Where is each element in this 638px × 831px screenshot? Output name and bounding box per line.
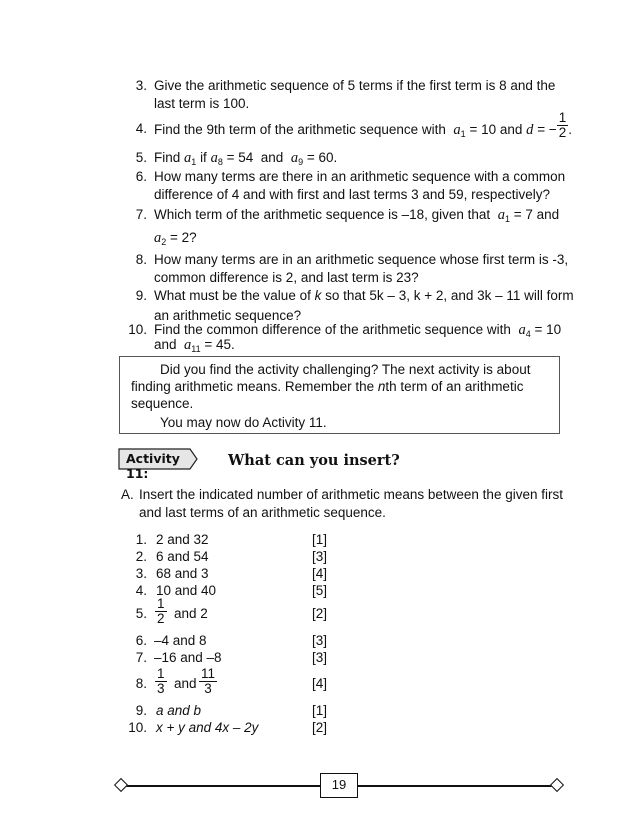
fraction-numerator: 1	[558, 110, 567, 125]
note-text: Did you find the activity challenging? The next activity is about	[160, 362, 531, 377]
fraction-numerator: 1	[157, 666, 165, 681]
item-number: 4.	[135, 121, 147, 136]
problem-text-part: Find the common difference of the arithmetic sequence with	[154, 322, 511, 337]
activity-title: What can you insert?	[228, 452, 400, 469]
fraction-numerator: 11	[201, 666, 216, 681]
problem-text	[154, 110, 572, 140]
problem-text: last term is 100.	[154, 96, 250, 111]
problem-text-part: Which term of the arithmetic sequence is –18, given that	[154, 207, 491, 222]
item-number: 6.	[135, 633, 147, 648]
item-text: 10 and 40	[156, 583, 217, 598]
fraction	[199, 667, 217, 696]
item-number: 3.	[135, 566, 147, 581]
punctuation: .	[568, 122, 572, 138]
problem-text: an arithmetic sequence?	[154, 308, 302, 323]
section-text: and last terms of an arithmetic sequence.	[139, 505, 386, 520]
item-text: 6 and 54	[156, 549, 209, 564]
note-text: sequence.	[131, 396, 194, 411]
math-value: = 2?	[170, 230, 197, 245]
footer-rule-left	[121, 785, 320, 787]
math-value: = 54	[226, 150, 254, 165]
item-number: 1.	[135, 532, 147, 547]
item-number: 9.	[135, 703, 147, 718]
conjunction: and	[499, 122, 523, 138]
problem-text	[154, 207, 559, 224]
problem-text: How many terms are there in an arithmetic sequence with a common	[154, 169, 566, 184]
item-text: x + y and 4x – 2y	[156, 720, 259, 735]
diamond-ornament-icon	[550, 778, 564, 792]
page-number: 19	[320, 773, 358, 798]
conjunction: and	[536, 207, 560, 222]
item-number: 5.	[135, 606, 147, 621]
means-count: [5]	[312, 583, 328, 598]
means-count: [3]	[312, 650, 328, 665]
fraction-denominator: 2	[157, 611, 165, 626]
math-subscript: 9	[298, 157, 304, 167]
problem-text	[154, 337, 235, 354]
note-box	[119, 356, 560, 434]
math-subscript: 1	[460, 129, 466, 140]
math-subscript: 8	[217, 157, 223, 167]
fraction-denominator: 3	[204, 681, 212, 696]
math-value: = 10	[534, 322, 562, 337]
math-subscript: 4	[525, 329, 531, 339]
math-variable: a	[184, 150, 192, 166]
problem-text-part: so that	[325, 288, 366, 303]
problem-text-part: will form	[524, 288, 574, 303]
item-text: –4 and 8	[154, 633, 207, 648]
diamond-ornament-icon	[114, 778, 128, 792]
note-text-part: th term of an arithmetic	[385, 379, 524, 394]
item-number: 5.	[135, 150, 147, 165]
section-label: A.	[121, 487, 134, 502]
problem-text	[154, 288, 574, 303]
note-text	[131, 379, 523, 394]
conjunction: and	[260, 150, 284, 165]
means-count: [2]	[312, 720, 328, 735]
math-value: = 60.	[306, 150, 338, 165]
means-count: [3]	[312, 549, 328, 564]
section-text: Insert the indicated number of arithmetic means between the given first	[139, 487, 563, 502]
problem-text-part: Find	[154, 150, 181, 165]
math-subscript: 2	[161, 237, 167, 247]
math-variable: a	[497, 207, 505, 223]
item-number: 6.	[135, 169, 147, 184]
item-number: 8.	[135, 676, 147, 691]
math-value: = 10	[469, 122, 497, 138]
problem-text	[154, 150, 337, 167]
problem-text: How many terms are in an arithmetic sequence whose first term is -3,	[154, 252, 569, 267]
math-variable: d	[526, 122, 534, 139]
problem-text	[154, 230, 197, 247]
problem-text: difference of 4 and with first and last terms 3 and 59, respectively?	[154, 187, 550, 202]
note-italic-n: n	[377, 379, 386, 394]
means-count: [3]	[312, 633, 328, 648]
item-text: –16 and –8	[154, 650, 222, 665]
item-number: 7.	[135, 207, 147, 222]
note-text-part: finding arithmetic means. Remember the	[131, 379, 375, 394]
math-variable: a	[518, 322, 526, 338]
item-number: 7.	[135, 650, 147, 665]
math-subscript: 1	[191, 157, 197, 167]
problem-text-part: Find the 9th term of the arithmetic sequence with	[154, 122, 446, 138]
conjunction: if	[200, 150, 207, 165]
problem-text-part: What must be the value of	[154, 288, 311, 303]
item-text: and	[174, 676, 197, 691]
fraction	[155, 667, 167, 696]
means-count: [1]	[312, 703, 328, 718]
activity-badge-label: Activity 11:	[126, 451, 180, 481]
math-variable: a	[210, 150, 218, 166]
conjunction: and	[154, 337, 177, 352]
means-count: [4]	[312, 566, 328, 581]
item-number: 10.	[128, 322, 147, 337]
item-number: 10.	[128, 720, 147, 735]
item-text: a and b	[156, 703, 202, 718]
means-count: [1]	[312, 532, 328, 547]
math-variable: a	[453, 122, 461, 139]
item-text: and 2	[174, 606, 208, 621]
fraction	[155, 597, 167, 626]
item-text: 68 and 3	[156, 566, 209, 581]
means-count: [4]	[312, 676, 328, 691]
math-variable: a	[184, 337, 192, 353]
math-value: = 7	[513, 207, 533, 222]
fraction	[557, 111, 569, 140]
item-number: 2.	[135, 549, 147, 564]
math-value: = 45.	[204, 337, 235, 352]
math-subscript: 1	[504, 214, 510, 224]
item-text: 2 and 32	[156, 532, 209, 547]
item-number: 8.	[135, 252, 147, 267]
problem-text: Give the arithmetic sequence of 5 terms if the first term is 8 and the	[154, 78, 556, 93]
fraction-denominator: 2	[558, 125, 567, 140]
problem-text: common difference is 2, and last term is 23?	[154, 270, 419, 285]
activity-badge	[118, 448, 198, 481]
math-variable: a	[290, 150, 299, 166]
fraction-numerator: 1	[157, 596, 165, 611]
means-count: [2]	[312, 606, 328, 621]
math-operator: = −	[537, 122, 557, 138]
math-subscript: 11	[191, 344, 201, 354]
item-number: 3.	[135, 78, 147, 93]
math-variable: a	[154, 230, 162, 246]
item-number: 9.	[135, 288, 147, 303]
math-variable: k	[314, 288, 322, 303]
fraction-denominator: 3	[157, 681, 165, 696]
footer-rule-right	[358, 785, 558, 787]
item-number: 4.	[135, 583, 147, 598]
note-text: You may now do Activity 11.	[160, 415, 327, 430]
math-expression: 5k – 3, k + 2, and 3k – 11	[369, 288, 521, 303]
